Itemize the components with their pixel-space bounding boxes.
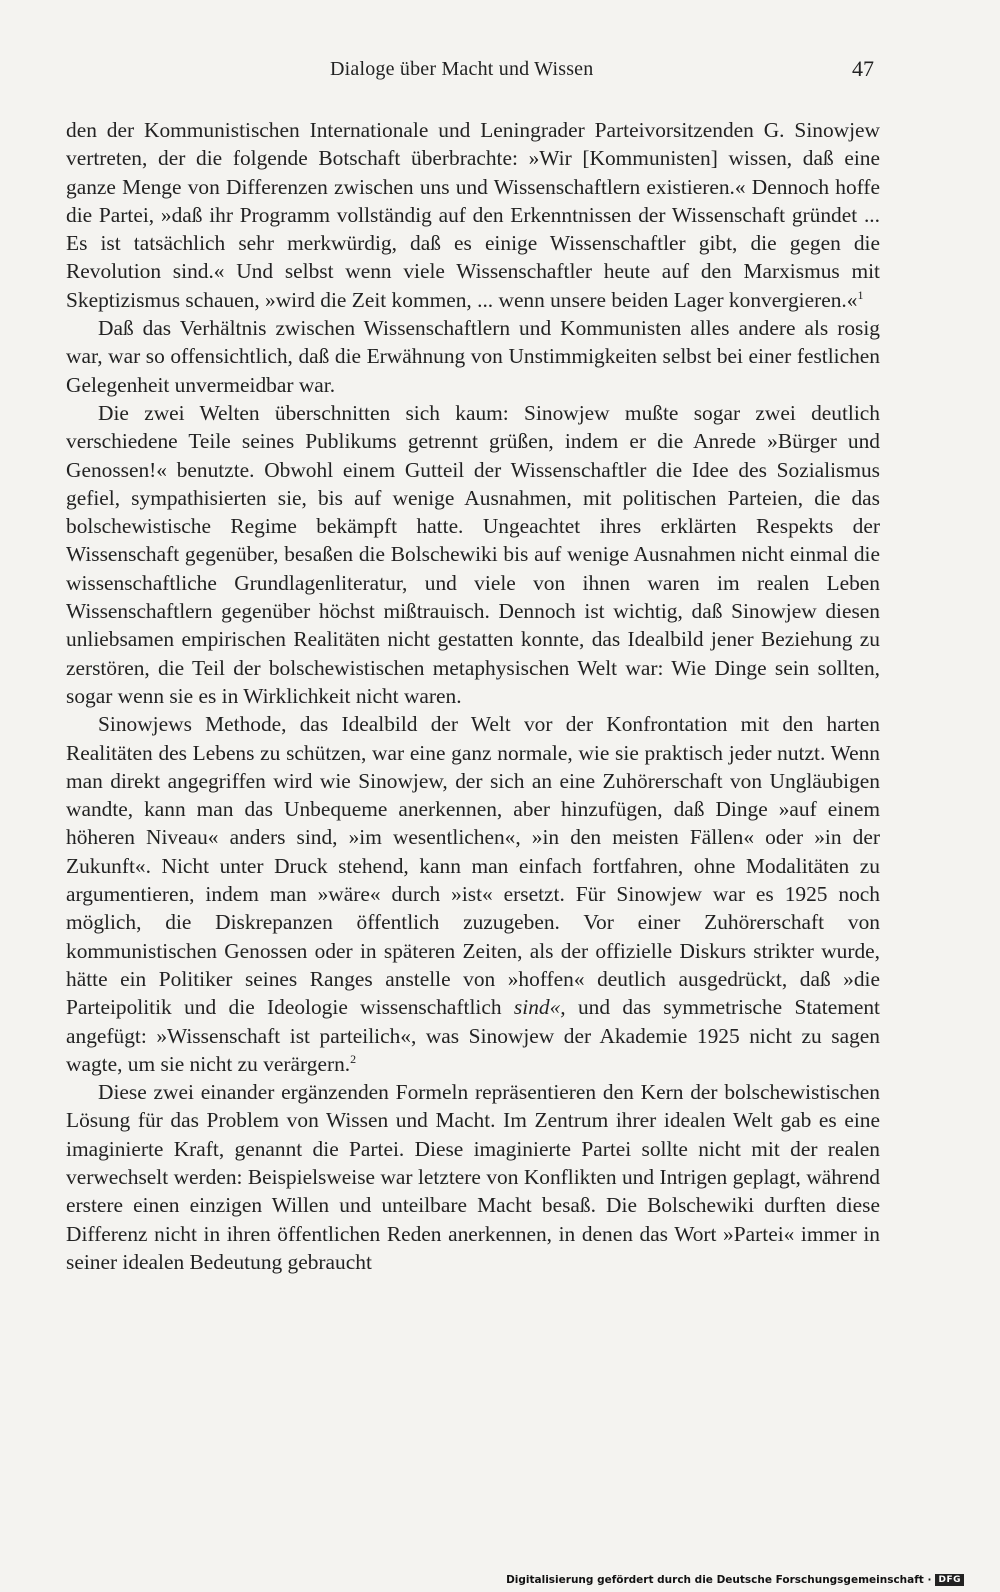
- text-run: Sinowjews Methode, das Idealbild der Welt vor der Konfrontation mit den harten Realitäten des Lebens zu schützen, war eine ganz normale, wie sie praktisch jeder nutzt. Wenn man direkt angegriffen wird wie Sinowjew, der sich an eine Zuhörerschaft von Ungläubigen wandte, kann man das Unbequeme anerkennen, aber hinzufügen, daß Dinge »auf einem höheren Niveau« anders sind, »im wesentlichen«, »in den meisten Fällen« oder »in der Zukunft«. Nicht unter Druck stehend, kann man einfach fortfahren, ohne Modalitäten zu argumentieren, indem man »wäre« durch »ist« ersetzt. Für Sinowjew war es 1925 noch möglich, die Diskrepanzen öffentlich zuzugeben. Vor einer Zuhörerschaft von kommunistischen Genossen oder in späteren Zeiten, als der offizielle Diskurs strikter wurde, hätte ein Politiker seines Ranges anstelle von »hoffen« deutlich ausgedrückt, daß »die Parteipolitik und die Ideologie wissenschaftlich: [66, 712, 880, 1020]
- dfg-logo-icon: DFG: [935, 1574, 964, 1586]
- text-run: den der Kommunistischen Internationale und Leningrader Parteivorsitzenden G. Sinowjew vertreten, der die folgende Botschaft überbrachte: »Wir [Kommunisten] wissen, daß eine ganze Menge von Differenzen zwischen uns und Wissenschaftlern existieren.« Dennoch hoffe die Partei, »daß ihr Programm vollständig auf den Erkenntnissen der Wissenschaft gründet ... Es ist tatsächlich sehr merkwürdig, daß es einige Wissenschaftler gibt, die gegen die Revolution sind.« Und selbst wenn viele Wissenschaftler heute auf den Marxismus mit Skeptizismus schauen, »wird die Zeit kommen, ... wenn unsere beiden Lager konvergieren.«: [66, 118, 880, 312]
- text-run: Die zwei Welten überschnitten sich kaum: Sinowjew mußte sogar zwei deutlich verschiedene Teile seines Publikums getrennt grüßen, indem er die Anrede »Bürger und Genossen!« benutzte. Obwohl einem Gutteil der Wissenschaftler die Idee des Sozialismus gefiel, sympathisierten sie, bis auf wenige Ausnahmen, mit politischen Parteien, die das bolschewistische Regime bekämpft hatte. Ungeachtet ihres erklärten Respekts der Wissenschaft gegenüber, besaßen die Bolschewiki bis auf wenige Ausnahmen nicht einmal die wissenschaftliche Grundlagenliteratur, und viele von ihnen waren im realen Leben Wissenschaftlern gegenüber höchst mißtrauisch. Dennoch ist wichtig, daß Sinowjew diesen unliebsamen empirischen Realitäten nicht gestatten konnte, das Idealbild jener Beziehung zu zerstören, die Teil der bolschewistischen metaphysischen Welt war: Wie Dinge sein sollten, sogar wenn sie es in Wirklichkeit nicht waren.: [66, 400, 880, 708]
- running-title: Dialoge über Macht und Wissen: [330, 58, 594, 80]
- emphasis: sind«,: [513, 995, 566, 1020]
- credit-text: Digitalisierung gefördert durch die Deutsche Forschungsgemeinschaft ·: [506, 1574, 932, 1586]
- paragraph: [66, 116, 880, 314]
- text-run: Daß das Verhältnis zwischen Wissenschaftlern und Kommunisten alles andere als rosig war, war so offensichtlich, daß die Erwähnung von Unstimmigkeiten selbst bei einer festlichen Gelegenheit unvermeidbar war.: [66, 316, 880, 397]
- footnote-ref: 1: [857, 287, 864, 302]
- paragraph: [66, 710, 880, 1078]
- body-text: [66, 116, 880, 1276]
- text-run: Diese zwei einander ergänzenden Formeln repräsentieren den Kern der bolschewistischen Lösung für das Problem von Wissen und Macht. Im Zentrum ihrer idealen Welt gab es eine imaginierte Kraft, genannt die Partei. Diese imaginierte Partei sollte nicht mit der realen verwechselt werden: Beispielsweise war letztere von Konflikten und Intrigen geplagt, während erstere einen einzigen Willen und unteilbare Macht besaß. Die Bolschewiki durften diese Differenz nicht in ihren öffentlichen Reden anerkennen, in denen das Wort »Partei« immer in seiner idealen Bedeutung gebraucht: [66, 1080, 880, 1274]
- page-number: 47: [852, 56, 874, 81]
- footnote-ref: 2: [350, 1051, 357, 1066]
- paragraph: [66, 399, 880, 710]
- paragraph: [66, 314, 880, 399]
- digitization-credit: [506, 1574, 964, 1586]
- paragraph: [66, 1078, 880, 1276]
- text-run: und das symmetrische Statement angefügt: »Wissenschaft ist parteilich«, was Sinowjew der Akademie 1925 nicht zu sagen wagte, um sie nicht zu verärgern.: [66, 995, 880, 1076]
